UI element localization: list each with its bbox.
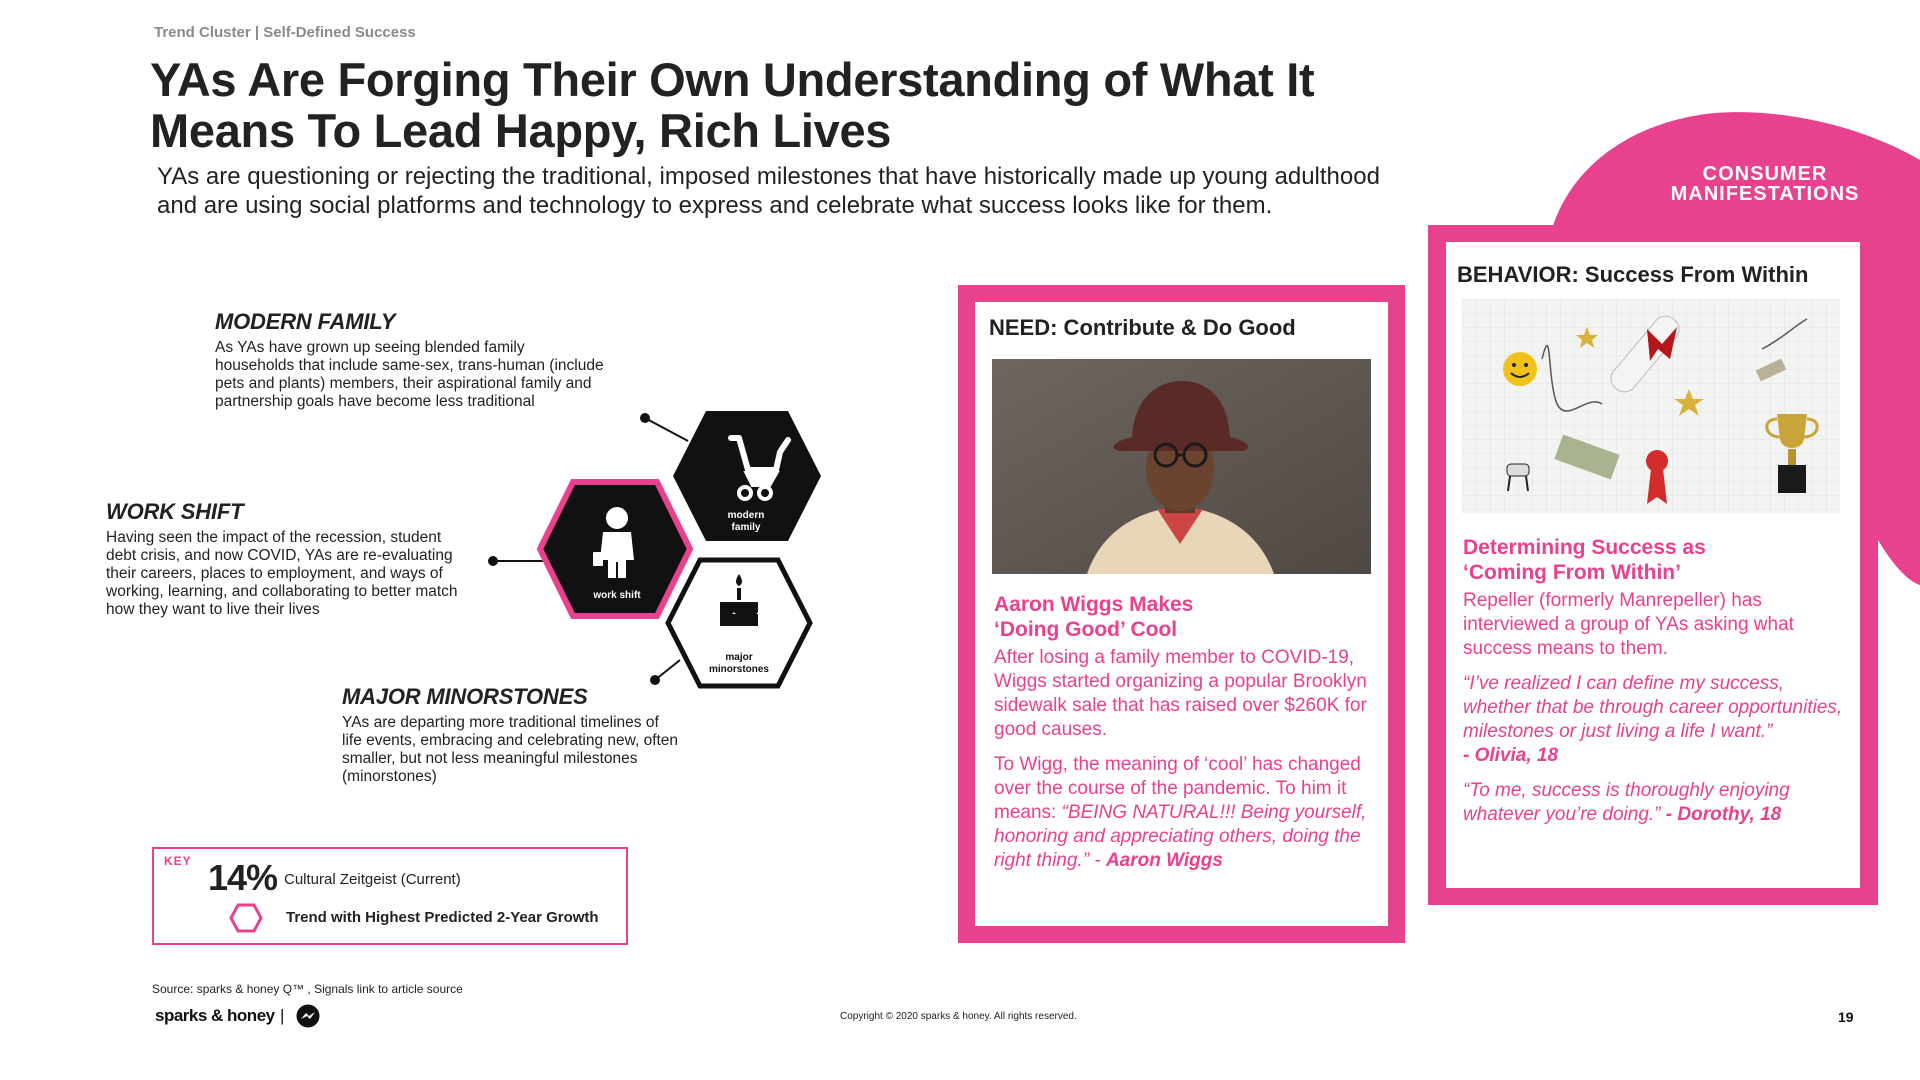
need-card-quote-author: Aaron Wiggs	[1105, 850, 1223, 871]
trend-title-work-shift: WORK SHIFT	[106, 499, 244, 524]
page-title	[150, 54, 1450, 156]
page-number: 19	[1838, 1009, 1854, 1025]
behavior-card-heading: BEHAVIOR: Success From Within	[1457, 262, 1809, 287]
behavior-card-body	[1463, 589, 1843, 838]
hex-label-major: major	[725, 652, 753, 663]
hexagon-cluster	[470, 400, 830, 700]
consumer-manifestations-label	[1640, 164, 1890, 204]
behavior-card-quote-1	[1463, 672, 1843, 768]
behavior-card-quote-2-text: “To me, success is thoroughly enjoying whatever you’re doing.”	[1463, 780, 1790, 825]
hex-label-minorstones: minorstones	[708, 664, 770, 675]
hex-label-work-shift: work shift	[593, 590, 641, 601]
behavior-card-title-line-1: Determining Success as	[1463, 536, 1706, 559]
page-title-line-1: YAs Are Forging Their Own Understanding of What It	[150, 53, 1315, 106]
behavior-card-quote-1-text: “I’ve realized I can define my success, whether that be through career opportunities, milestones or just living a life I want.”	[1463, 673, 1843, 742]
page-title-line-2: Means To Lead Happy, Rich Lives	[150, 104, 892, 157]
brand-logo: sparks & honey	[155, 1006, 275, 1025]
smiley-icon	[1503, 352, 1537, 386]
need-card	[975, 302, 1388, 926]
behavior-card-title-line-2: ‘Coming From Within’	[1463, 561, 1681, 584]
logo-separator: |	[280, 1006, 285, 1025]
need-card-quote: “BEING NATURAL!!! Being yourself, honoring and appreciating others, doing the right thing.”	[994, 802, 1367, 871]
consumer-manifestations-line-1: CONSUMER	[1702, 163, 1828, 185]
key-box	[152, 847, 628, 945]
hexagon-outline-icon	[229, 903, 263, 933]
need-card-heading: NEED: Contribute & Do Good	[989, 315, 1296, 340]
behavior-card	[1446, 242, 1860, 888]
copyright: Copyright © 2020 sparks & honey. All rights reserved.	[840, 1011, 1077, 1022]
key-label: KEY	[164, 854, 192, 868]
hex-modern-family	[673, 411, 821, 541]
key-percent: 14%	[208, 857, 278, 898]
messenger-icon	[296, 1004, 320, 1028]
trend-title-modern-family: MODERN FAMILY	[215, 309, 396, 334]
need-card-paragraph-2-lead: To Wigg, the meaning of ‘cool’ has changed over the course of the pandemic. To him it means:	[994, 754, 1361, 823]
success-collage-image	[1462, 299, 1840, 513]
behavior-card-paragraph-1: Repeller (formerly Manrepeller) has interviewed a group of YAs asking what success means to them.	[1463, 590, 1794, 659]
hex-work-shift	[540, 482, 690, 616]
trend-work-shift	[106, 499, 471, 619]
key-hex-text: Trend with Highest Predicted 2-Year Growth	[286, 909, 599, 926]
need-card-paragraph-2	[994, 753, 1374, 873]
trend-desc-major-minorstones: YAs are departing more traditional timelines of life events, embracing and celebrating new, often smaller, but not less meaningful milestones (minorstones)	[342, 714, 679, 785]
subtitle-line-2: and are using social platforms and technology to express and celebrate what success looks like for them.	[157, 192, 1273, 219]
need-card-title-line-2: ‘Doing Good’ Cool	[994, 618, 1178, 641]
need-card-title	[994, 592, 1374, 642]
hex-major-minorstones	[668, 560, 810, 686]
page-subtitle	[157, 162, 1427, 220]
trend-modern-family	[215, 309, 605, 411]
behavior-card-title	[1463, 535, 1843, 585]
need-card-body	[994, 646, 1374, 884]
key-percent-text: Cultural Zeitgeist (Current)	[284, 871, 461, 888]
behavior-card-quote-2	[1463, 779, 1843, 827]
portrait-photo	[992, 359, 1371, 574]
behavior-card-quote-2-author: - Dorothy, 18	[1660, 804, 1782, 825]
trend-desc-modern-family: As YAs have grown up seeing blended family households that include same-sex, trans-human (include pets and plants) members, their aspirational family and partnership goals have become less traditional	[215, 339, 604, 410]
hex-label-modern: modern	[727, 510, 765, 521]
breadcrumb: Trend Cluster | Self-Defined Success	[154, 24, 416, 41]
consumer-manifestations-line-2: MANIFESTATIONS	[1670, 183, 1860, 205]
need-card-quote-sep: -	[1089, 850, 1106, 871]
trend-title-major-minorstones: MAJOR MINORSTONES	[342, 684, 588, 709]
need-card-title-line-1: Aaron Wiggs Makes	[994, 593, 1194, 616]
need-card-paragraph-1: After losing a family member to COVID-19, Wiggs started organizing a popular Brooklyn sidewalk sale that has raised over $260K for good causes.	[994, 647, 1367, 740]
behavior-card-quote-1-author: - Olivia, 18	[1463, 745, 1559, 766]
subtitle-line-1: YAs are questioning or rejecting the traditional, imposed milestones that have historically made up young adulthood	[157, 163, 1380, 190]
trend-desc-work-shift: Having seen the impact of the recession, student debt crisis, and now COVID, YAs are re-evaluating their careers, places to employment, and ways of working, learning, and collaborating to better match how they want to live their lives	[106, 529, 458, 618]
hex-label-family: family	[731, 522, 761, 533]
source-note: Source: sparks & honey Q™ , Signals link to article source	[152, 982, 463, 996]
